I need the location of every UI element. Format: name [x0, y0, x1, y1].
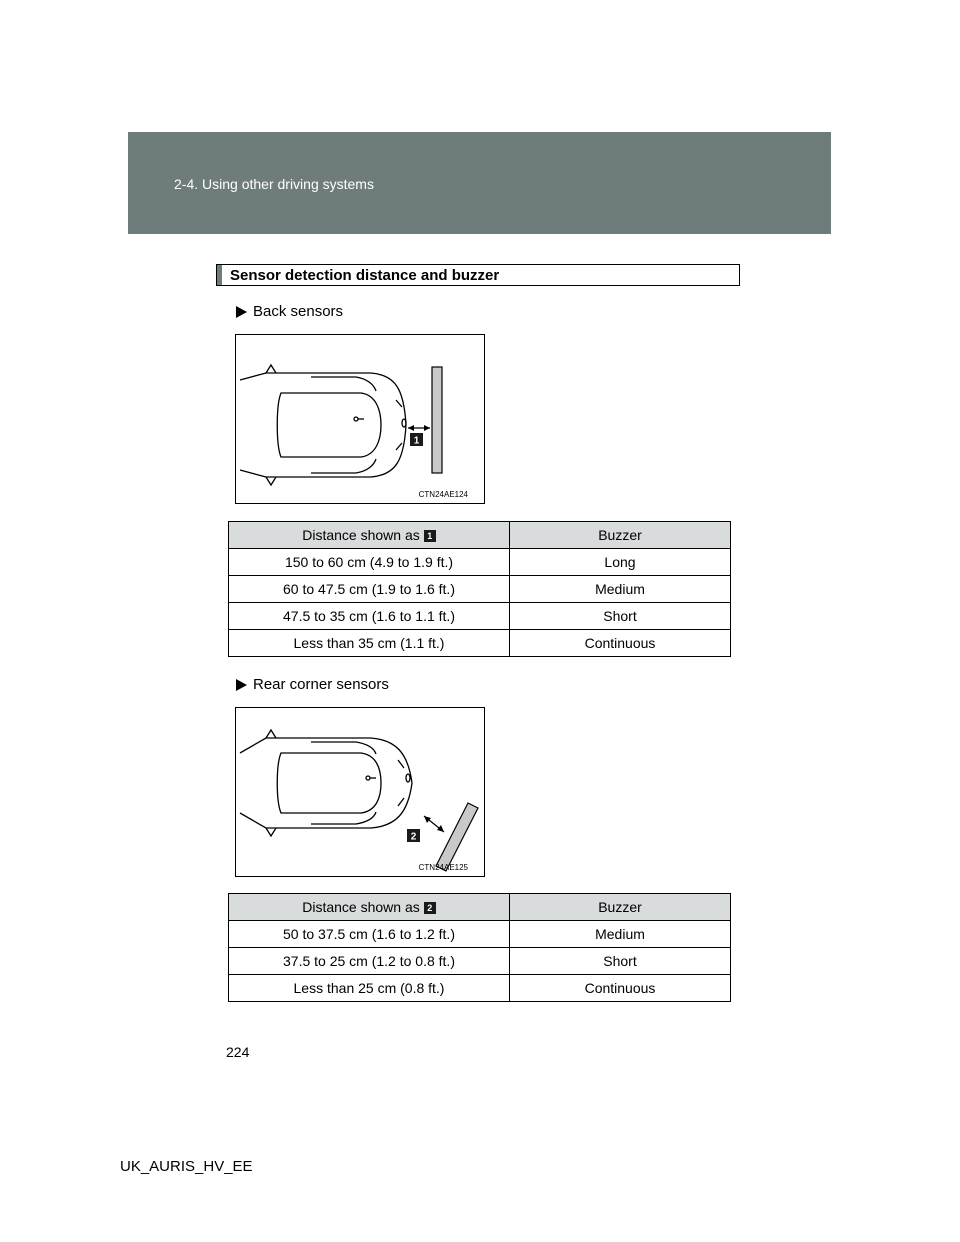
table-row	[229, 630, 731, 657]
column-header-distance: Distance shown as 2	[229, 894, 510, 921]
heading-accent-bar	[217, 265, 222, 285]
distance-cell: 50 to 37.5 cm (1.6 to 1.2 ft.)	[229, 921, 510, 948]
table-row	[229, 603, 731, 630]
table-row	[229, 921, 731, 948]
badge-2-icon: 2	[424, 902, 436, 914]
rear-corner-sensors-bullet	[236, 676, 389, 693]
heading-text: Sensor detection distance and buzzer	[230, 267, 500, 284]
table-header-row	[229, 522, 731, 549]
car-top-view-illustration	[236, 335, 486, 505]
rear-corner-sensors-figure	[235, 707, 485, 877]
buzzer-cell: Long	[510, 549, 731, 576]
distance-cell: 47.5 to 35 cm (1.6 to 1.1 ft.)	[229, 603, 510, 630]
distance-cell: Less than 25 cm (0.8 ft.)	[229, 975, 510, 1002]
back-sensors-figure	[235, 334, 485, 504]
buzzer-cell: Medium	[510, 921, 731, 948]
figure-code-corner: CTN24AE125	[418, 863, 468, 872]
rear-corner-sensors-label: Rear corner sensors	[253, 676, 389, 693]
triangle-bullet-icon	[236, 679, 247, 691]
section-breadcrumb: 2-4. Using other driving systems	[174, 176, 374, 192]
header-band	[128, 132, 831, 234]
car-corner-view-illustration	[236, 708, 486, 878]
distance-cell: 37.5 to 25 cm (1.2 to 0.8 ft.)	[229, 948, 510, 975]
buzzer-cell: Continuous	[510, 975, 731, 1002]
back-sensors-bullet	[236, 303, 343, 320]
badge-1-icon: 1	[424, 530, 436, 542]
table-row	[229, 948, 731, 975]
column-header-distance: Distance shown as 1	[229, 522, 510, 549]
figure-badge-1: 1	[413, 435, 420, 447]
figure-badge-2: 2	[410, 831, 417, 843]
table-row	[229, 975, 731, 1002]
distance-cell: 60 to 47.5 cm (1.9 to 1.6 ft.)	[229, 576, 510, 603]
document-footer-code: UK_AURIS_HV_EE	[120, 1158, 253, 1175]
buzzer-cell: Continuous	[510, 630, 731, 657]
back-sensors-label: Back sensors	[253, 303, 344, 320]
table-row	[229, 576, 731, 603]
back-sensors-table	[228, 521, 731, 657]
rear-corner-sensors-table	[228, 893, 731, 1002]
column-header-buzzer: Buzzer	[510, 522, 731, 549]
page-number: 224	[226, 1044, 250, 1060]
distance-cell: Less than 35 cm (1.1 ft.)	[229, 630, 510, 657]
buzzer-cell: Medium	[510, 576, 731, 603]
figure-code-back: CTN24AE124	[418, 490, 468, 499]
buzzer-cell: Short	[510, 948, 731, 975]
table-header-row	[229, 894, 731, 921]
table-row	[229, 549, 731, 576]
section-heading	[216, 264, 740, 286]
buzzer-cell: Short	[510, 603, 731, 630]
distance-cell: 150 to 60 cm (4.9 to 1.9 ft.)	[229, 549, 510, 576]
triangle-bullet-icon	[236, 306, 247, 318]
column-header-buzzer: Buzzer	[510, 894, 731, 921]
